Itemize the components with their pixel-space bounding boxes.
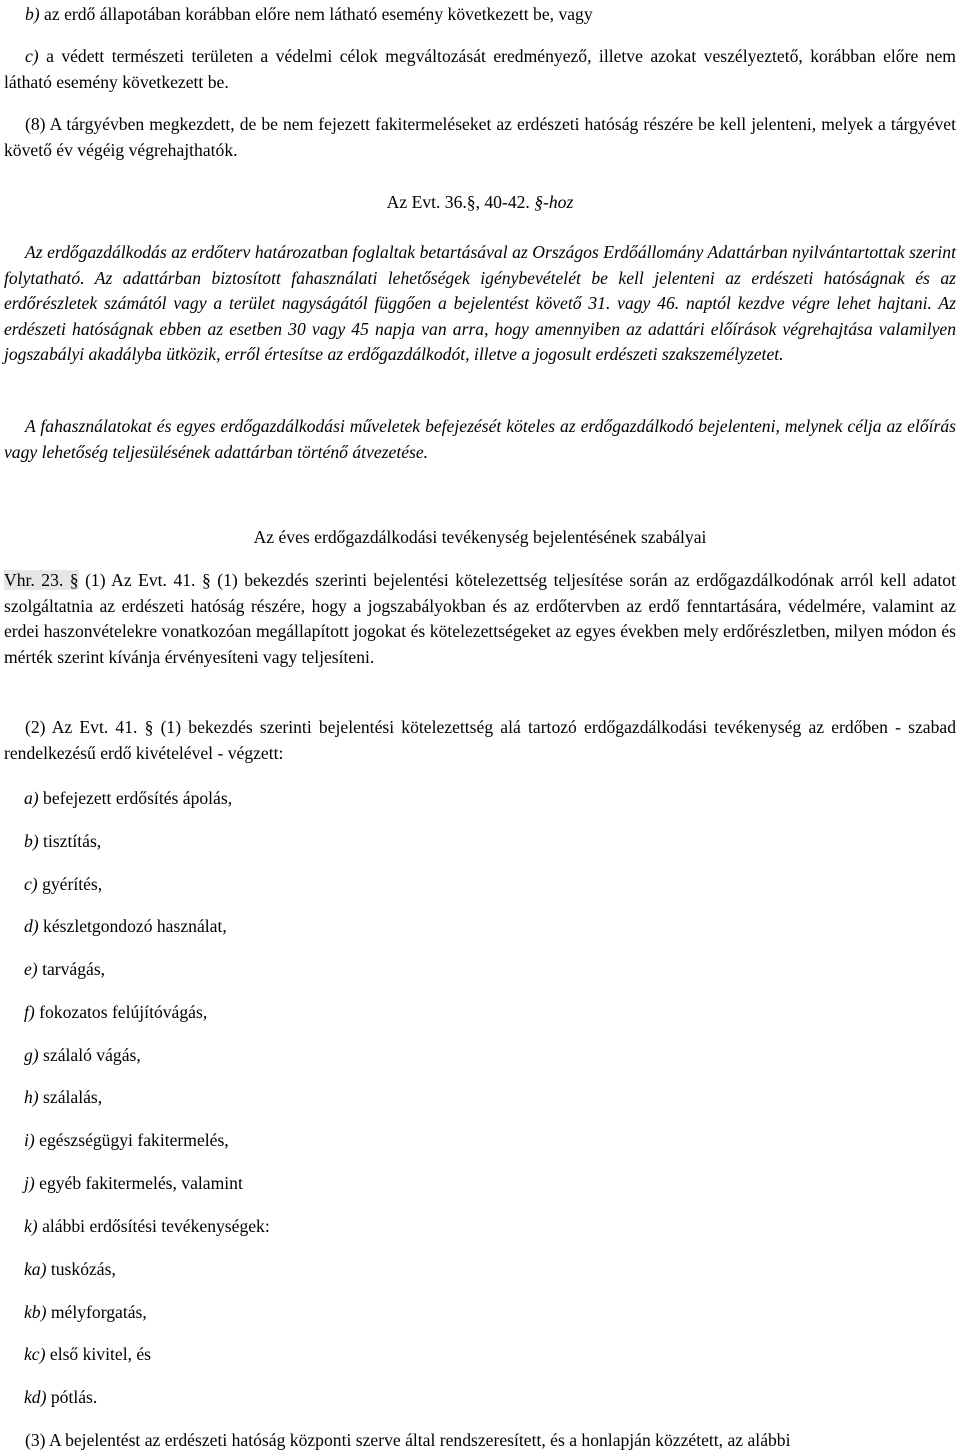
list-item-label: kd)	[24, 1387, 47, 1407]
list-item-label: ka)	[24, 1259, 47, 1279]
point-c-text: a védett természeti területen a védelmi célok megváltozását eredményező, illetve azokat veszélyeztető, korábban előre nem látható esemény következett be.	[4, 46, 956, 92]
list-item-text: egyéb fakitermelés, valamint	[34, 1173, 243, 1193]
list-item-text: első kivitel, és	[45, 1344, 152, 1364]
list-item	[24, 914, 227, 940]
list-item-label: e)	[24, 959, 38, 979]
list-item-text: tisztítás,	[38, 831, 102, 851]
list-item	[24, 1128, 229, 1154]
list-item-text: gyérítés,	[37, 874, 103, 894]
list-item-label: b)	[24, 831, 39, 851]
list-item-text: tuskózás,	[46, 1259, 116, 1279]
list-item	[24, 829, 101, 855]
point-b-text: az erdő állapotában korábban előre nem látható esemény következett be, vagy	[39, 4, 593, 24]
list-item-label: c)	[24, 874, 38, 894]
list-item-text: befejezett erdősítés ápolás,	[38, 788, 233, 808]
list-item-text: szálaló vágás,	[38, 1045, 141, 1065]
list-item	[24, 1214, 270, 1240]
point-b-label: b)	[25, 4, 40, 24]
list-item-text: szálalás,	[38, 1087, 103, 1107]
list-item-label: kc)	[24, 1344, 46, 1364]
list-item	[24, 1000, 207, 1026]
vhr-reference-highlight: Vhr. 23. §	[4, 570, 79, 590]
list-item-text: mélyforgatás,	[46, 1302, 147, 1322]
point-c	[4, 44, 956, 95]
list-item-label: k)	[24, 1216, 38, 1236]
list-item-label: kb)	[24, 1302, 47, 1322]
list-item	[24, 957, 105, 983]
list-item-text: alábbi erdősítési tevékenységek:	[37, 1216, 270, 1236]
paragraph-8: (8) A tárgyévben megkezdett, de be nem fejezett fakitermeléseket az erdészeti hatóság részére be kell jelenteni, melyek a tárgyévet követő év végéig végrehajthatók.	[4, 114, 956, 160]
list-item-text: pótlás.	[46, 1387, 98, 1407]
list-item	[24, 872, 102, 898]
list-item	[24, 1300, 147, 1326]
list-item	[24, 1043, 141, 1069]
vhr-23-paragraph-3: (3) A bejelentést az erdészeti hatóság központi szerve által rendszeresített, és a honlapján közzétett, az alábbi	[25, 1430, 791, 1450]
commentary-paragraph-1: Az erdőgazdálkodás az erdőterv határozatban foglaltak betartásával az Országos Erdőállomány Adattárban nyilvántartottak szerint folytatható. Az adattárban biztosított fahasználati lehetőségek igénybevételét be kell jelenteni az erdészeti hatóságnak és az erdőrészletek számától vagy a terület nagyságától függően a bejelentést követő 31. vagy 46. naptól kezdve végre lehet hajtani. Az erdészeti hatóságnak ebben az esetben 30 vagy 45 napja van arra, hogy amennyiben az adattári előírások végrehajtása valamilyen jogszabályi akadályba ütközik, erről értesítse az erdőgazdálkodót, illetve a jogosult erdészeti szakszemélyzetet.	[4, 242, 956, 364]
vhr-23-paragraph-1	[4, 568, 956, 670]
list-item-label: d)	[24, 916, 39, 936]
list-item	[24, 1385, 97, 1411]
list-item-text: egészségügyi fakitermelés,	[34, 1130, 229, 1150]
list-item-label: g)	[24, 1045, 39, 1065]
list-item-label: j)	[24, 1173, 35, 1193]
point-c-label: c)	[25, 46, 39, 66]
vhr-23-text: (1) Az Evt. 41. § (1) bekezdés szerinti bejelentési kötelezettség teljesítése során az erdőgazdálkodónak arról kell adatot szolgáltatnia az erdészeti hatóság részére, hogy a jogszabályokban és az erdőtervben az erdő fenntartására, védelmére, valamint az erdei haszonvételekre vonatkozóan megállapított jogokat és kötelezettségeket az egyes években mely erdőrészletben, milyen módon és mérték szerint kívánja érvényesíteni vagy teljesíteni.	[4, 570, 956, 667]
list-item-label: f)	[24, 1002, 35, 1022]
evt-reference-suffix: §-hoz	[534, 192, 574, 212]
list-item	[24, 1171, 243, 1197]
list-item	[24, 786, 232, 812]
list-item	[24, 1257, 116, 1283]
list-item-label: i)	[24, 1130, 35, 1150]
list-item-label: a)	[24, 788, 39, 808]
list-item-label: h)	[24, 1087, 39, 1107]
list-item-text: készletgondozó használat,	[38, 916, 227, 936]
evt-reference-main: Az Evt. 36.§, 40-42.	[386, 192, 535, 212]
list-item-text: fokozatos felújítóvágás,	[34, 1002, 208, 1022]
evt-reference	[4, 190, 956, 216]
list-item-text: tarvágás,	[37, 959, 106, 979]
vhr-23-paragraph-2: (2) Az Evt. 41. § (1) bekezdés szerinti bejelentési kötelezettség alá tartozó erdőgazdálkodási tevékenység az erdőben - szabad rendelkezésű erdő kivételével - végzett:	[4, 717, 956, 763]
commentary-paragraph-2: A fahasználatokat és egyes erdőgazdálkodási műveletek befejezését köteles az erdőgazdálkodó bejelenteni, melynek célja az előírás vagy lehetőség teljesülésének adattárban történő átvezetése.	[4, 416, 956, 462]
list-item	[24, 1085, 102, 1111]
section-heading: Az éves erdőgazdálkodási tevékenység bejelentésének szabályai	[253, 527, 707, 547]
list-item	[24, 1342, 151, 1368]
point-b	[4, 2, 956, 28]
